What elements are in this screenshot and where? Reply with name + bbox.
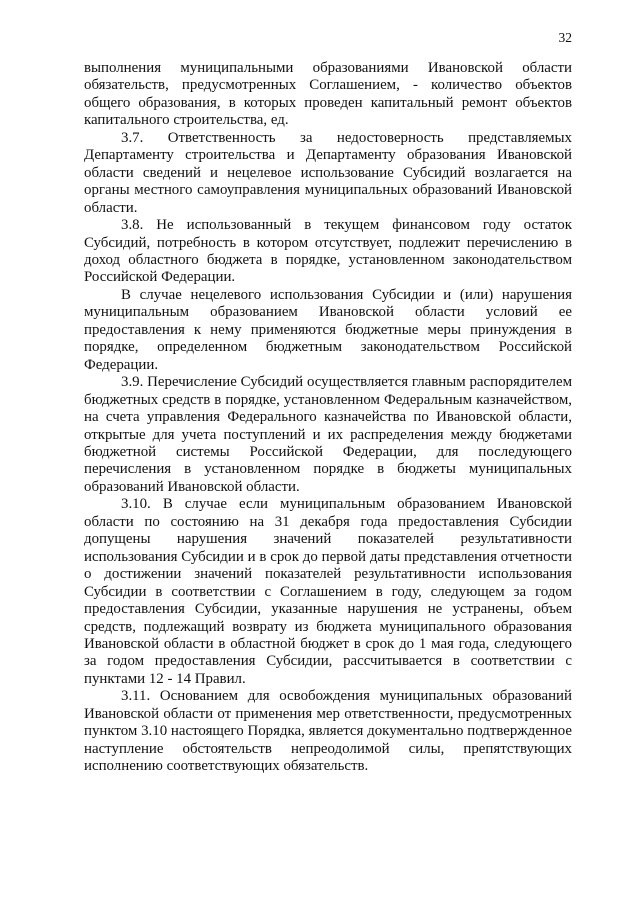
document-body: [84, 60, 572, 776]
paragraph-3-8: 3.8. Не использованный в текущем финансовом году остаток Субсидий, потребность в котором отсутствует, подлежит перечислению в доход областного бюджета в порядке, установленном законодательством Российской Федерации.: [84, 217, 572, 286]
paragraph-3-7: 3.7. Ответственность за недостоверность представляемых Департаменту строительства и Департаменту образования Ивановской области сведений и нецелевое использование Субсидий возлагается на органы местного самоуправления муниципальных образований Ивановской области.: [84, 129, 572, 216]
page-number: 32: [558, 30, 572, 45]
paragraph-3-11: 3.11. Основанием для освобождения муниципальных образований Ивановской области от применения мер ответственности, предусмотренных пунктом 3.10 настоящего Порядка, является документально подтвержденное наступление обстоятельств непреодолимой силы, препятствующих исполнению соответствующих обязательств.: [84, 688, 572, 775]
paragraph-misuse: В случае нецелевого использования Субсидии и (или) нарушения муниципальным образованием Ивановской области условий ее предоставления к нему применяются бюджетные меры принуждения в порядке, определенном бюджетным законодательством Российской Федерации.: [84, 286, 572, 373]
paragraph-continuation: выполнения муниципальными образованиями Ивановской области обязательств, предусмотренных Соглашением, - количество объектов общего образования, в которых проведен капитальный ремонт объектов капитального строительства, ед.: [84, 60, 572, 129]
paragraph-3-10: 3.10. В случае если муниципальным образованием Ивановской области по состоянию на 31 декабря года предоставления Субсидии допущены нарушения значений показателей результативности использования Субсидии и в срок до первой даты представления отчетности о достижении значений показателей результативности использования Субсидии в соответствии с Соглашением в году, следующем за годом предоставления Субсидии, указанные нарушения не устранены, объем средств, подлежащий возврату из бюджета муниципального образования Ивановской области в областной бюджет в срок до 1 мая года, следующего за годом предоставления Субсидии, рассчитывается в соответствии с пунктами 12 - 14 Правил.: [84, 496, 572, 687]
paragraph-3-9: 3.9. Перечисление Субсидий осуществляется главным распорядителем бюджетных средств в порядке, установленном Федеральным казначейством, на счета управления Федерального казначейства по Ивановской области, открытые для учета поступлений и их распределения между бюджетами бюджетной системы Российской Федерации, для последующего перечисления в установленном порядке в бюджеты муниципальных образований Ивановской области.: [84, 374, 572, 495]
